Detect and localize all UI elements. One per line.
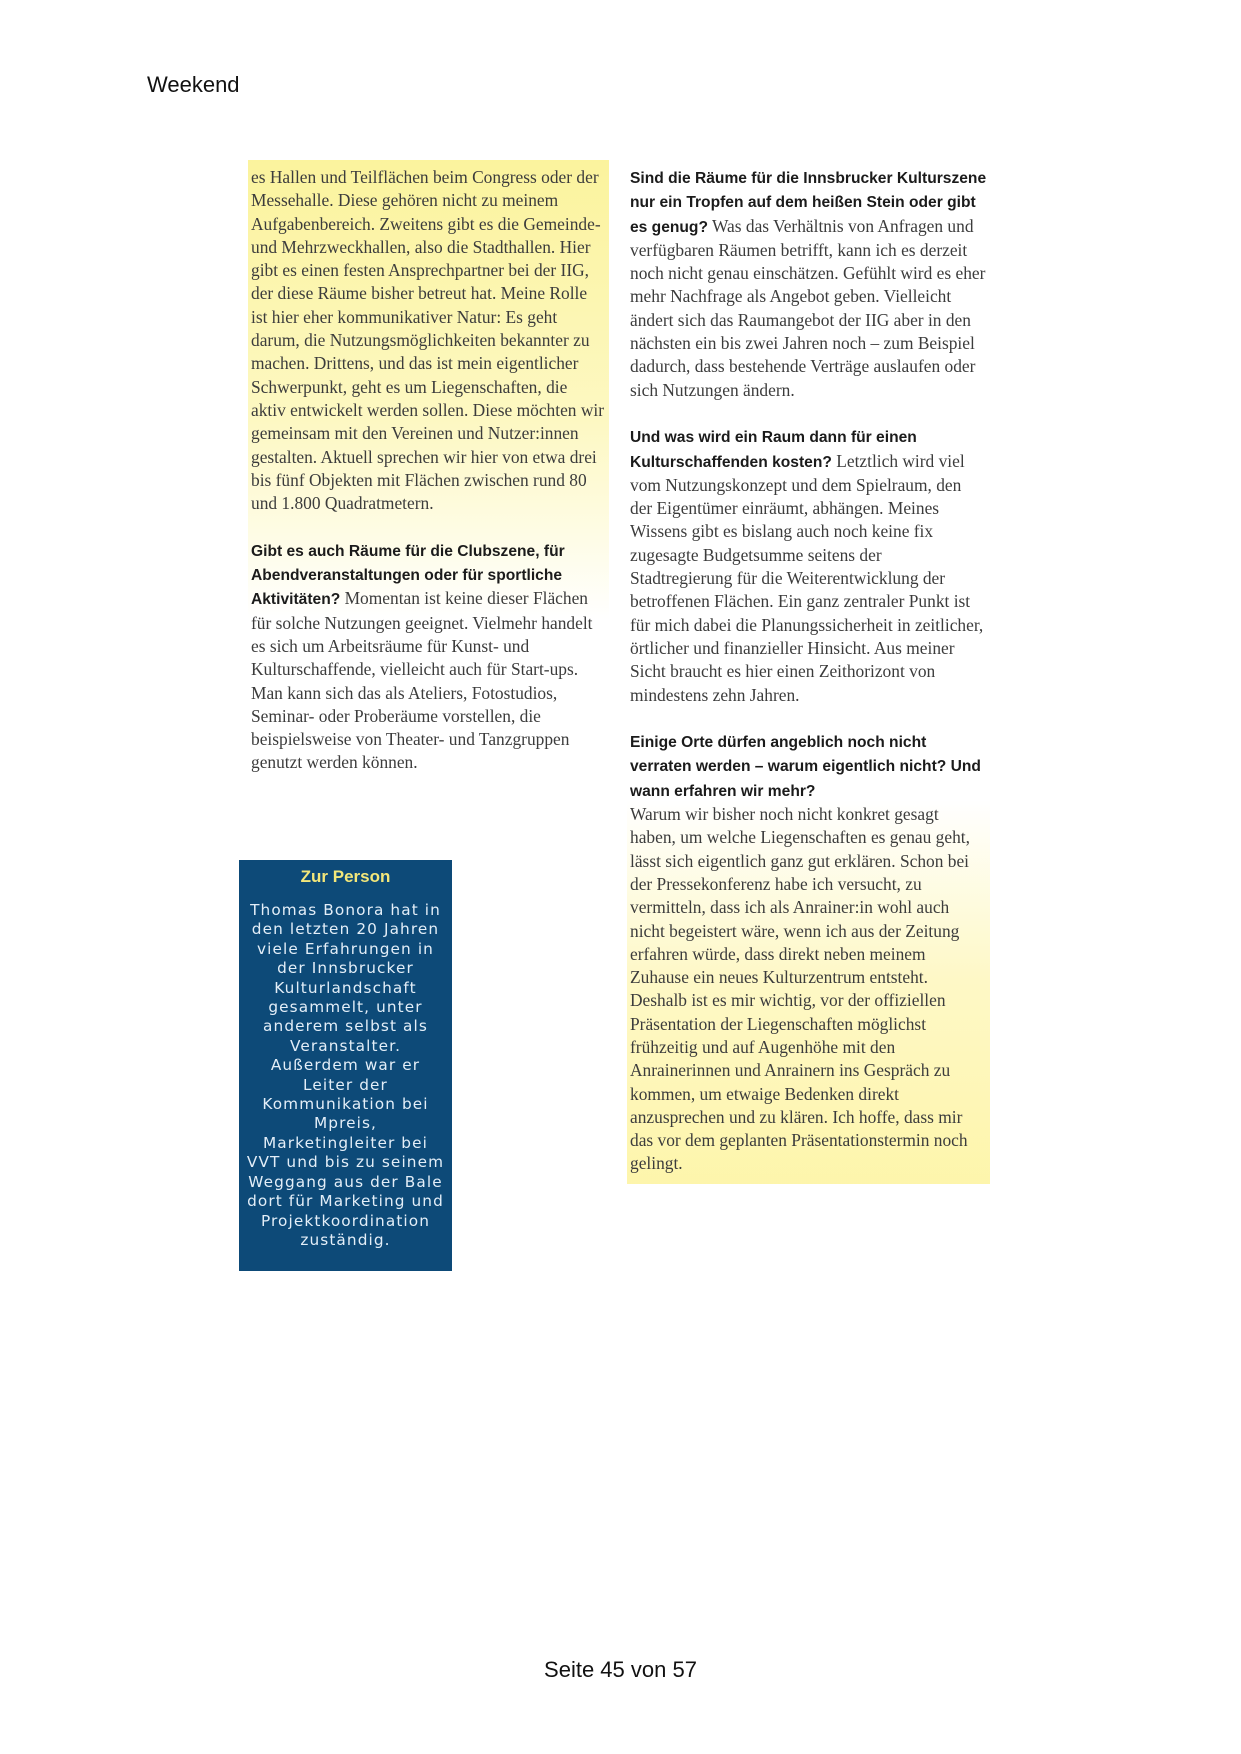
interview-question: Und was wird ein Raum dann für einen Kulturschaffenden kosten? [630,429,917,471]
qa-paragraph [630,730,987,1176]
article-column-right [627,160,990,1184]
interview-answer: Letztlich wird viel vom Nutzungskonzept und dem Spielraum, den der Eigentümer einräumt, abhängen. Meines Wissens gibt es bislang auch noch keine fix zugesagte Budgetsumme seitens der Stadtregierung für die Weiterentwicklung der betroffenen Flächen. Ein ganz zentraler Punkt ist für mich dabei die Planungssicherheit in zeitlicher, örtlicher und finanzieller Hinsicht. Aus meiner Sicht braucht es hier einen Zeithorizont von mindestens zehn Jahren. [630,450,984,705]
qa-paragraph [630,425,987,707]
person-info-box [239,860,452,1271]
interview-question: Sind die Räume für die Innsbrucker Kulturszene nur ein Tropfen auf dem heißen Stein oder gibt es genug? [630,170,987,236]
document-header-title: Weekend [147,72,240,97]
person-box-title: Zur Person [300,867,391,886]
interview-question: Gibt es auch Räume für die Clubszene, für Abendveranstaltungen oder für sportliche Aktivitäten? [251,542,565,609]
person-box-text: Thomas Bonora hat in den letzten 20 Jahren viele Erfahrungen in der Innsbrucker Kulturlandschaft gesammelt, unter anderem selbst als Veranstalter. Außerdem war er Leiter der Kommunikation bei Mpreis, Marketingleiter bei VVT und bis zu seinem Weggang aus der Bale dort für Marketing und Projektkoordination zuständig. [246,901,445,1249]
article-column-left [248,160,609,783]
interview-question: Einige Orte dürfen angeblich noch nicht verraten werden – warum eigentlich nicht? Und wann erfahren wir mehr? [630,734,981,800]
answer-paragraph: es Hallen und Teilflächen beim Congress oder der Messehalle. Diese gehören nicht zu meinem Aufgabenbereich. Zweitens gibt es die Gemeinde- und Mehrzweckhallen, also die Stadthallen. Hier gibt es einen festen Ansprechpartner bei der IIG, der diese Räume bisher betreut hat. Meine Rolle ist hier eher kommunikativer Natur: Es geht darum, die Nutzungsmöglichkeiten bekannter zu machen. Drittens, und das ist mein eigentlicher Schwerpunkt, geht es um Liegenschaften, die aktiv entwickelt werden sollen. Diese möchten wir gemeinsam mit den Vereinen und Nutzer:innen gestalten. Aktuell sprechen wir hier von etwa drei bis fünf Objekten mit Flächen zwischen rund 80 und 1.800 Quadratmetern. [251,167,605,514]
interview-answer: Was das Verhältnis von Anfragen und verfügbaren Räumen betrifft, kann ich es derzeit noch nicht genau einschätzen. Gefühlt wird es eher mehr Nachfrage als Angebot geben. Vielleicht ändert sich das Raumangebot der IIG aber in den nächsten ein bis zwei Jahren noch – zum Beispiel dadurch, dass bestehende Verträge auslaufen oder sich Nutzungen ändern. [630,215,986,400]
interview-answer: Warum wir bisher noch nicht konkret gesagt haben, um welche Liegenschaften es genau geht, lässt sich eigentlich ganz gut erklären. Schon bei der Pressekonferenz habe ich versucht, zu vermitteln, dass ich als Anrainer:in wohl auch nicht begeistert wäre, wenn ich aus der Zeitung erfahren würde, dass direkt neben meinem Zuhause ein neues Kulturzentrum entsteht. Deshalb ist es mir wichtig, vor der offiziellen Präsentation der Liegenschaften möglichst frühzeitig und auf Augenhöhe mit den Anrainerinnen und Anrainern ins Gespräch zu kommen, um etwaige Bedenken direkt anzusprechen und zu klären. Ich hoffe, dass mir das vor dem geplanten Präsentationstermin noch gelingt. [630,804,970,1174]
page-number: Seite 45 von 57 [544,1657,697,1682]
qa-paragraph [630,166,987,402]
interview-answer: Momentan ist keine dieser Flächen für solche Nutzungen geeignet. Vielmehr handelt es sich um Arbeitsräume für Kunst- und Kulturschaffende, vielleicht auch für Start-ups. Man kann sich das als Ateliers, Fotostudios, Seminar- oder Proberäume vorstellen, die beispielsweise von Theater- und Tanzgruppen genutzt werden können. [251,588,593,773]
qa-paragraph [251,539,606,775]
